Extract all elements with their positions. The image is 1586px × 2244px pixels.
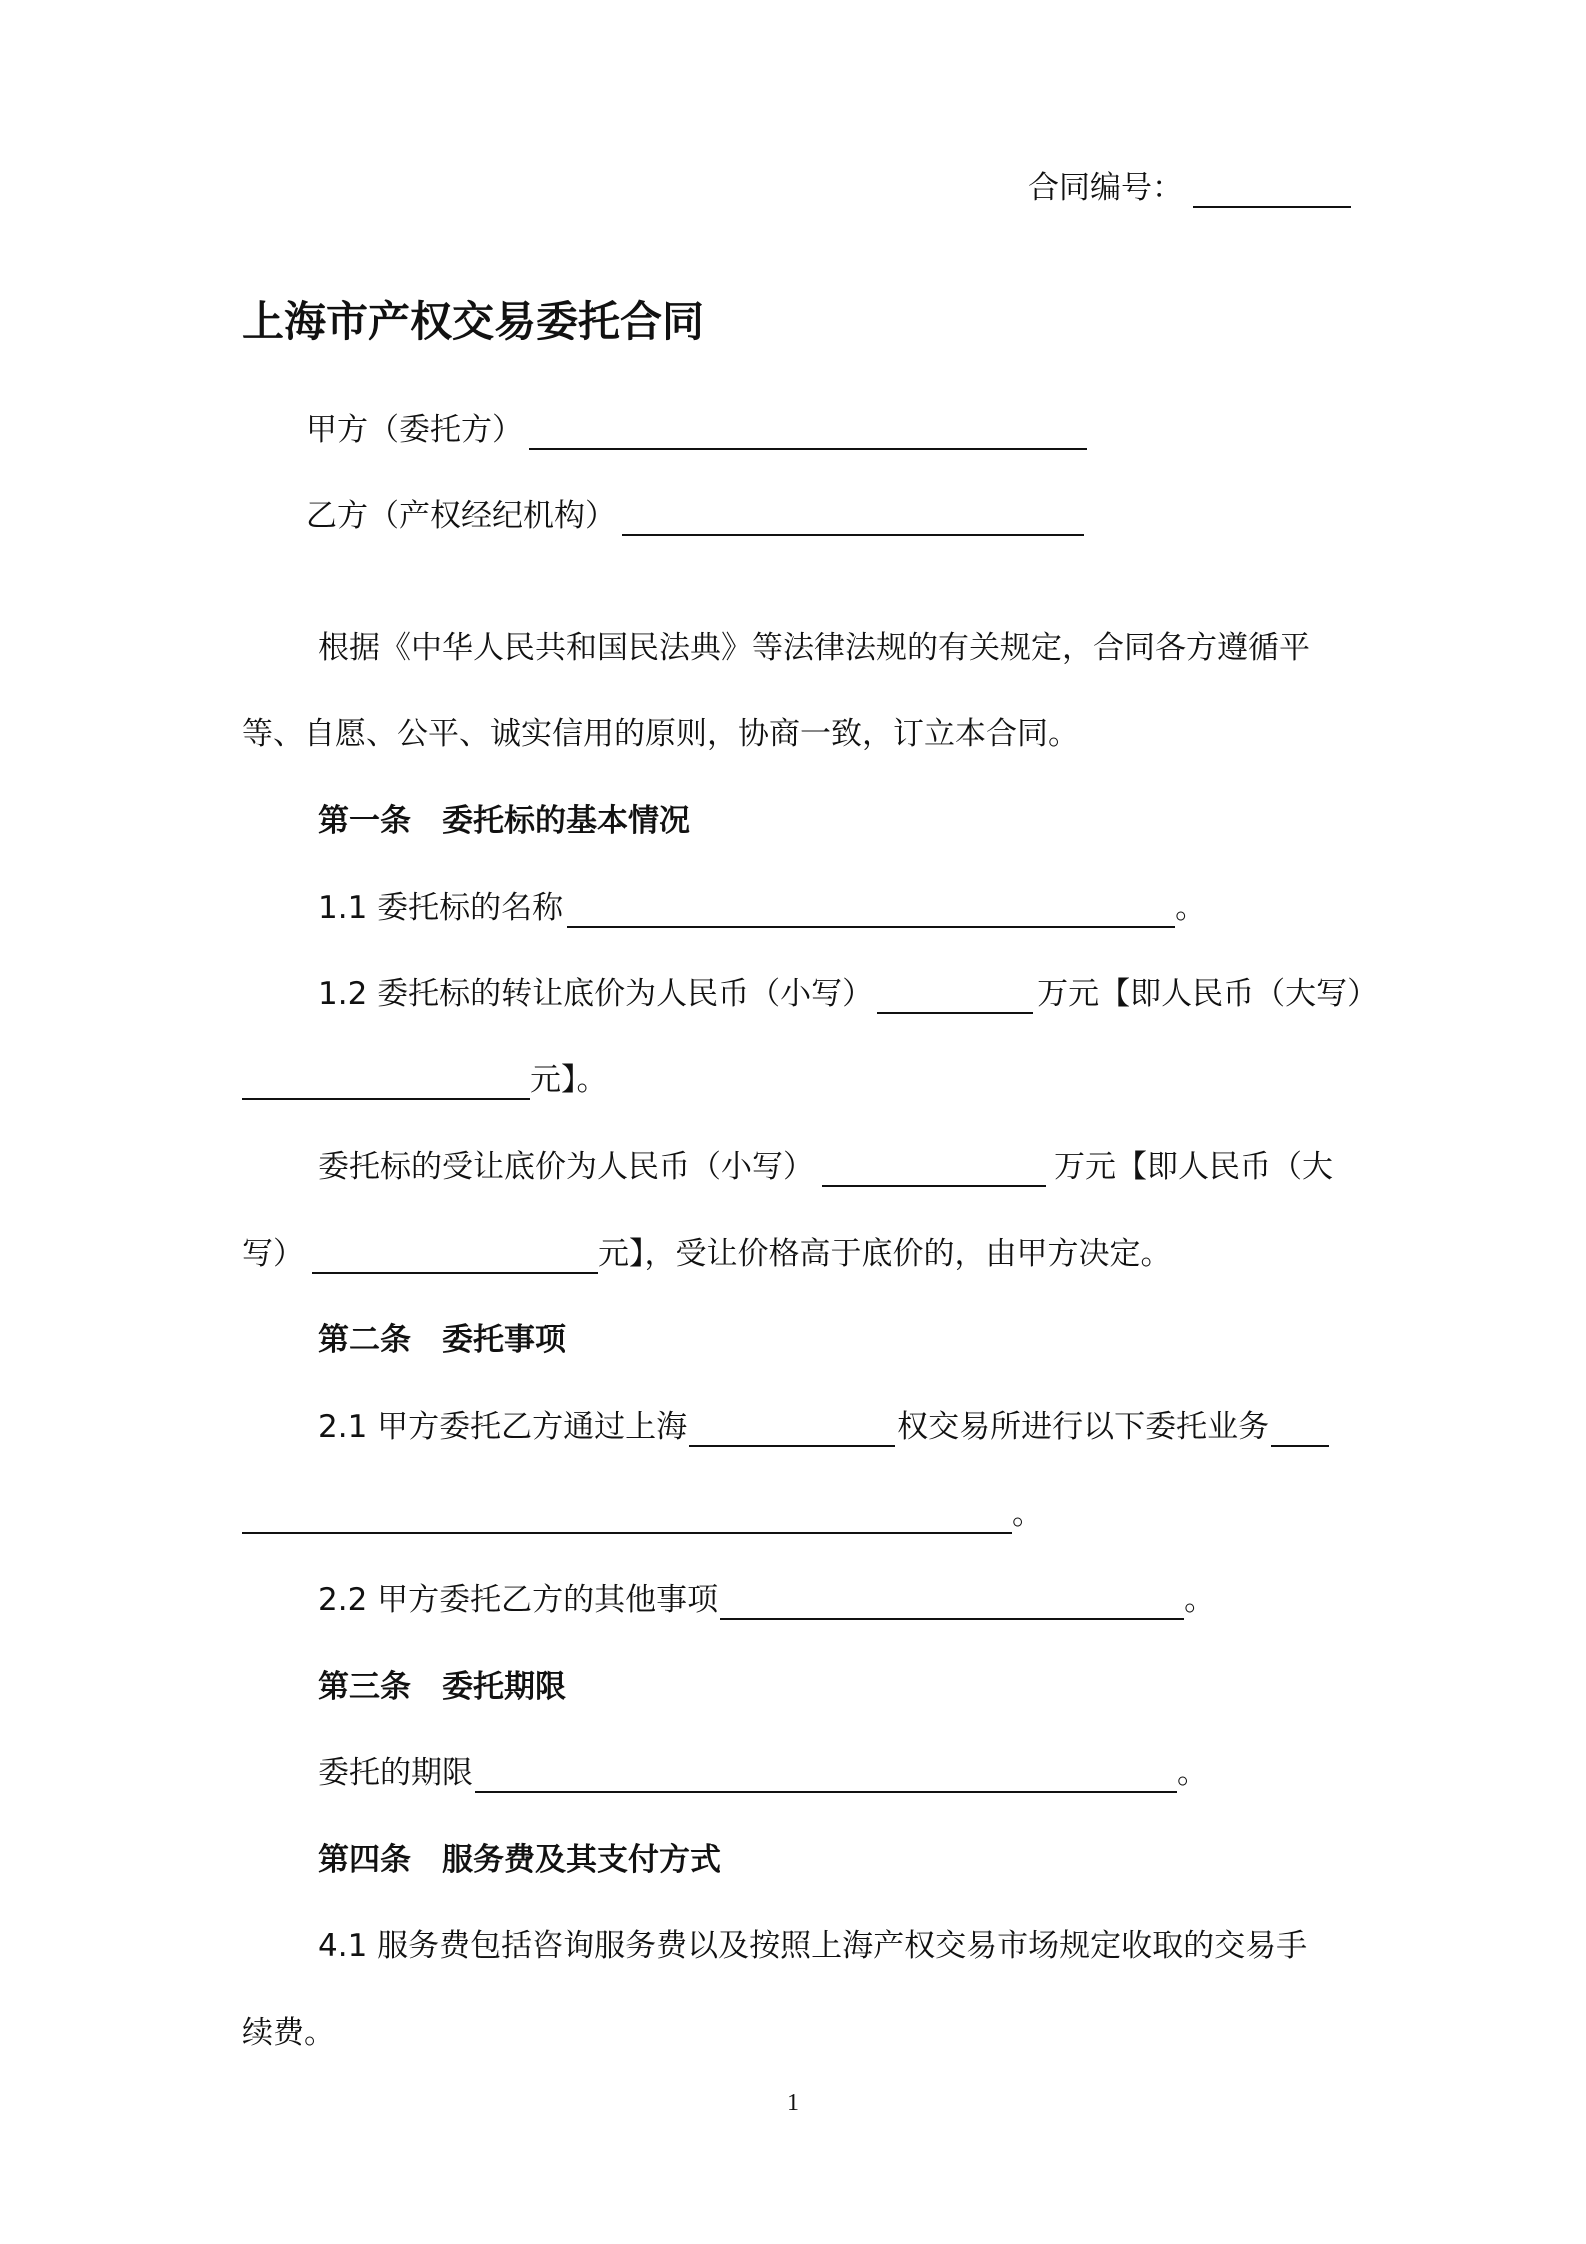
exchange-name-blank[interactable] (689, 1415, 895, 1447)
article-2-heading: 第二条 委托事项 (318, 1322, 566, 1358)
party-b-label: 乙方（产权经纪机构） (306, 498, 616, 534)
clause-3 (318, 1753, 1208, 1793)
contract-number-row (1028, 168, 1351, 208)
clause-1-2b-cont (242, 1234, 1172, 1274)
preamble-line-1: 根据《中华人民共和国民法典》等法律法规的有关规定，合同各方遵循平 (318, 630, 1310, 666)
receive-price-lower-blank[interactable] (822, 1155, 1046, 1187)
party-b-blank[interactable] (622, 504, 1084, 536)
transfer-price-upper-blank[interactable] (242, 1068, 530, 1100)
clause-2-2 (318, 1580, 1215, 1620)
party-a-row (306, 410, 1087, 450)
clause-1-1 (318, 888, 1206, 928)
clause-1-2-text-a: 1.2 委托标的转让底价为人民币（小写） (318, 976, 874, 1012)
party-a-blank[interactable] (529, 418, 1087, 450)
clause-4-1-line-1: 4.1 服务费包括咨询服务费以及按照上海产权交易市场规定收取的交易手 (318, 1928, 1308, 1964)
clause-1-1-period: 。 (1175, 890, 1207, 926)
contract-number-label: 合同编号： (1028, 170, 1183, 206)
clause-1-2-cont (242, 1060, 608, 1100)
clause-1-2-text-c: 元】。 (530, 1062, 608, 1098)
clause-2-1-period: 。 (1012, 1496, 1043, 1532)
transfer-price-lower-blank[interactable] (877, 982, 1033, 1014)
party-a-label: 甲方（委托方） (306, 412, 523, 448)
article-1-heading: 第一条 委托标的基本情况 (318, 803, 690, 839)
article-4-heading: 第四条 服务费及其支付方式 (318, 1842, 721, 1878)
clause-1-2b-text-a: 委托标的受让底价为人民币（小写） (318, 1149, 814, 1185)
clause-1-2-text-b: 万元【即人民币（大写） (1037, 976, 1379, 1012)
clause-1-2b-text-d: 元】，受让价格高于底价的，由甲方决定。 (598, 1236, 1172, 1272)
article-3-heading: 第三条 委托期限 (318, 1669, 566, 1705)
receive-price-upper-blank[interactable] (312, 1242, 598, 1274)
subject-name-blank[interactable] (567, 896, 1175, 928)
other-matters-blank[interactable] (720, 1588, 1184, 1620)
clause-2-1-cont (242, 1494, 1043, 1534)
document-title: 上海市产权交易委托合同 (242, 297, 705, 346)
contract-number-blank[interactable] (1193, 176, 1351, 208)
clause-2-1-text-a: 2.1 甲方委托乙方通过上海 (318, 1409, 688, 1445)
preamble-line-2: 等、自愿、公平、诚实信用的原则，协商一致，订立本合同。 (242, 716, 1079, 752)
clause-1-1-text: 1.1 委托标的名称 (318, 890, 564, 926)
clause-2-2-text: 2.2 甲方委托乙方的其他事项 (318, 1582, 719, 1618)
page-number: 1 (787, 2090, 799, 2116)
clause-1-2 (318, 974, 1378, 1014)
clause-4-1-line-2: 续费。 (242, 2015, 335, 2051)
clause-1-2b (318, 1147, 1333, 1187)
clause-1-2b-text-c: 写） (242, 1236, 304, 1272)
business-blank-start[interactable] (1271, 1415, 1329, 1447)
clause-1-2b-text-b: 万元【即人民币（大 (1054, 1149, 1333, 1185)
party-b-row (306, 496, 1084, 536)
clause-2-1 (318, 1407, 1329, 1447)
clause-2-2-period: 。 (1184, 1582, 1216, 1618)
clause-3-text: 委托的期限 (318, 1755, 473, 1791)
business-blank-cont[interactable] (242, 1502, 1012, 1534)
clause-3-period: 。 (1177, 1755, 1208, 1791)
clause-2-1-text-b: 权交易所进行以下委托业务 (897, 1409, 1270, 1445)
term-blank[interactable] (475, 1761, 1177, 1793)
